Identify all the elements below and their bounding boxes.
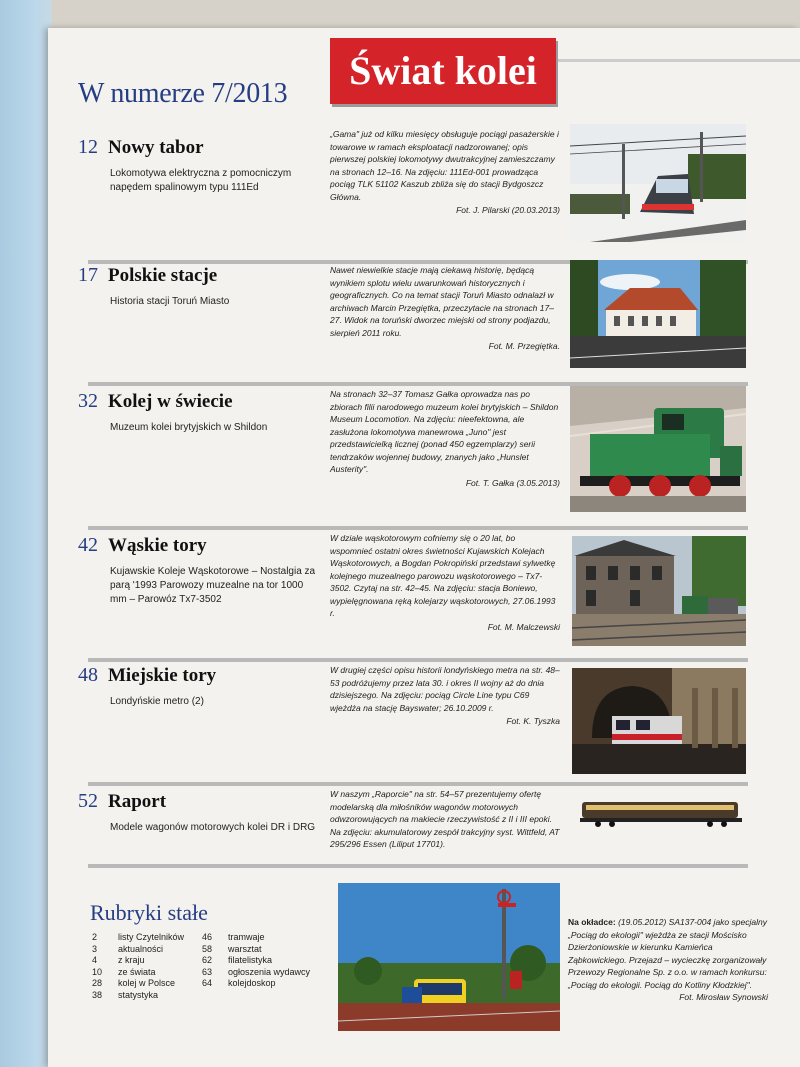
cover-credit: Fot. Mirosław Synowski: [679, 992, 768, 1002]
entry-title: Kolej w świecie: [108, 391, 233, 412]
photo-bayswater-metro: [572, 668, 746, 774]
toc-entry[interactable]: [78, 264, 318, 309]
list-item[interactable]: 46 tramwaje: [202, 932, 265, 942]
list-item[interactable]: 3 aktualności: [92, 943, 164, 954]
list-item[interactable]: 64 kolejdoskop: [202, 978, 276, 988]
list-item[interactable]: 2 listy Czytelników: [92, 932, 185, 942]
photo-credit: Fot. M. Malczewski: [487, 621, 560, 632]
entry-title: Nowy tabor: [108, 137, 204, 158]
section-divider: [88, 864, 748, 868]
page-number: 42: [78, 534, 98, 556]
entry-title: Miejskie tory: [108, 665, 217, 686]
toc-entry[interactable]: [78, 534, 318, 607]
list-item[interactable]: 63 ogłoszenia wydawcy: [202, 966, 311, 977]
description-text: Na stronach 32–37 Tomasz Gałka oprowadza nas po zbiorach filii narodowego muzeum kolei brytyjskich – Shildon Museum Locomotion. Na zdjęciu: nieefektowna, ale zasłużona lokomotywa manewrowa „Juno" jest przedstawicielką licznej (ponad 450 egzemplarzy) serii tendrzaków wojennej budowy, znanych jako „Hunslet Austerity".: [330, 389, 559, 474]
section-divider: [88, 526, 748, 530]
cover-label: Na okładce:: [568, 917, 616, 927]
description-text: „Gama" już od kilku miesięcy obsługuje pociągi pasażerskie i towarowe w ramach eksploatacji nadzorowanej; opis pierwszej polskiej lokomotywy dwutrakcyjnej zamieszczamy na stronach 12–16. Na zdjęciu: 111Ed-001 prowadząca pociąg TLK 51102 Kaszub zbliża się do stacji Bydgoszcz Główna.: [330, 129, 559, 202]
regular-sections-title: Rubryki stałe: [90, 900, 208, 925]
description-text: Nawet niewielkie stacje mają ciekawą historię, będącą wynikiem splotu wielu uwarunkowań historycznych i geograficznych. Co na temat stacji Toruń Miasto odnalazł w archiwach Marcin Przegiętka, przeczytacie na stronach 17–27. Widok na toruński dworzec miejski od strony podjazdu, sierpień 2011 roku.: [330, 265, 554, 338]
photo-boniewo-station: [572, 536, 746, 646]
list-item[interactable]: 62 filatelistyka: [202, 955, 273, 965]
magazine-logo: Świat kolei: [330, 38, 556, 104]
list-item[interactable]: 38 statystyka: [92, 989, 159, 1000]
entry-title: Wąskie tory: [108, 535, 207, 556]
description-text: W drugiej części opisu historii londyńskiego metra na str. 48–53 podróżujemy przez lata 30. i okres II wojny aż do dnia dzisiejszego. Na zdjęciu: pociąg Circle Line typu C69 wjeżdża na stację Bayswater; 26.10.2009 r.: [330, 665, 560, 713]
cover-text: (19.05.2012) SA137-004 jako specjalny „Pociąg do ekologii" wjeżdża ze stacji Mościsko Dzierżoniowskie w kierunku Kamieńca Ząbkowickiego. Przejazd – wycieczkę zorganizowały Przewozy Regionalne Sp. z o.o. w ramach konkursu: „Pociąg do ekologii. Pociąg do Kotliny Kłodzkiej".: [568, 917, 767, 990]
page-number: 32: [78, 390, 98, 412]
entry-subtitle: Historia stacji Toruń Miasto: [110, 296, 230, 307]
section-divider: [88, 658, 748, 662]
contents-page: [48, 28, 800, 1067]
entry-title: Polskie stacje: [108, 265, 218, 286]
entry-description: [330, 664, 560, 728]
entry-description: [330, 532, 560, 633]
description-text: W naszym „Raporcie" na str. 54–57 prezentujemy ofertę modelarską dla miłośników wagonów motorowych odwzorowujących na makiecie rzeczywistość z II i III epoki. Na zdjęciu: akumulatorowy zespół trakcyjny syst. Wittfeld, AT 295/296 Essen (Liliput 17701).: [330, 789, 560, 849]
photo-credit: Fot. M. Przegiętka.: [488, 341, 560, 351]
entry-subtitle: Londyńskie metro (2): [110, 696, 204, 707]
page-number: 48: [78, 664, 98, 686]
issue-heading: W numerze 7/2013: [78, 78, 288, 109]
toc-entry[interactable]: [78, 390, 318, 435]
entry-description: [330, 128, 560, 217]
toc-entry[interactable]: [78, 136, 318, 195]
magazine-spine: [0, 0, 52, 1067]
entry-description: [330, 788, 560, 851]
header-rule: [548, 59, 800, 62]
description-text: W dziale wąskotorowym cofniemy się o 20 lat, bo wspomnieć ostatni okres świetności Kujawskich Kolejach Wąskotorowych, a Bogdan Pokropiński przedstawi sylwetkę kolejnego muzealnego parowozu wąskotorowego – Tx7-3502. Czytaj na str. 42–45. Na zdjęciu: stacja Boniewo, wypielęgnowana ręką kolejarzy wąskotorowych, 27.06.1993 r.: [330, 533, 556, 618]
photo-credit: Fot. T. Gałka (3.05.2013): [465, 477, 560, 488]
cover-caption: [568, 916, 768, 1004]
photo-juno-locomotive: [570, 386, 746, 512]
entry-title: Raport: [108, 791, 167, 812]
entry-subtitle: Modele wagonów motorowych kolei DR i DRG: [110, 822, 316, 833]
list-item[interactable]: 58 warsztat: [202, 943, 262, 954]
entry-subtitle: Muzeum kolei brytyjskich w Shildon: [110, 422, 268, 433]
section-divider: [88, 782, 748, 786]
toc-entry[interactable]: [78, 790, 318, 835]
list-item[interactable]: 4 z kraju: [92, 955, 145, 965]
photo-credit: Fot. J. Pilarski (20.03.2013): [456, 205, 560, 215]
entry-description: [330, 388, 560, 489]
photo-torun-station: [570, 260, 746, 368]
photo-cover-train: [338, 883, 560, 1031]
entry-subtitle: Kujawskie Koleje Wąskotorowe – Nostalgia za parą '1993 Parowozy muzealne na tor 1000 mm – Parowóz Tx7-3502: [110, 566, 316, 605]
page-number: 17: [78, 264, 98, 286]
page-number: 12: [78, 136, 98, 158]
entry-description: [330, 264, 560, 353]
list-item[interactable]: 28 kolej w Polsce: [92, 978, 176, 988]
page-number: 52: [78, 790, 98, 812]
photo-credit: Fot. K. Tyszka: [506, 716, 560, 726]
toc-entry[interactable]: [78, 664, 318, 709]
entry-subtitle: Lokomotywa elektryczna z pomocniczym napędem spalinowym typu 111Ed: [110, 168, 292, 193]
regular-sections-col1: [92, 932, 184, 1001]
list-item[interactable]: 10 ze świata: [92, 966, 156, 977]
regular-sections-col2: [202, 932, 310, 990]
photo-model-railcar: [578, 796, 744, 830]
photo-locomotive-111ed: [570, 124, 746, 242]
